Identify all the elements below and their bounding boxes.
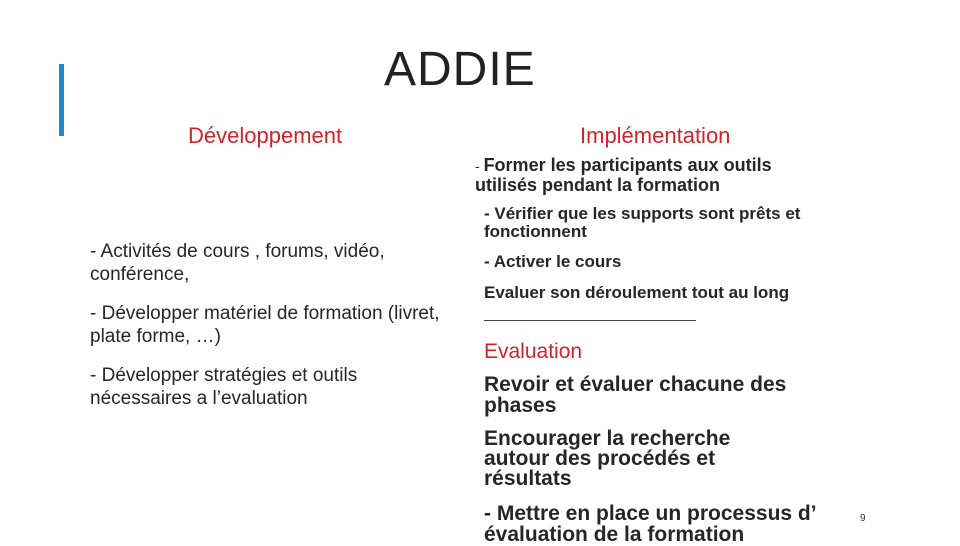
implementation-heading: Implémentation <box>580 123 731 148</box>
implementation-item-train <box>475 156 835 195</box>
implementation-item-verify: - Vérifier que les supports sont prêts et fonctionnent <box>484 204 801 241</box>
evaluation-item-review: Revoir et évaluer chacune des phases <box>484 373 787 417</box>
evaluation-heading: Evaluation <box>484 340 583 363</box>
implementation-item-train-text: Former les participants aux outils utilisés pendant la formation <box>475 155 772 195</box>
slide-title: ADDIE <box>384 43 536 96</box>
implementation-item-evaluate-progress: Evaluer son déroulement tout au long <box>484 283 790 302</box>
page-number: 9 <box>860 513 866 524</box>
development-item-material: - Développer matériel de formation (livret, plate forme, …) <box>90 303 440 347</box>
development-item-activities: - Activités de cours , forums, vidéo, conférence, <box>90 241 385 285</box>
evaluation-item-research: Encourager la recherche autour des procédés et résultats <box>484 427 731 490</box>
implementation-item-train-dash: - <box>475 158 484 174</box>
implementation-item-activate: - Activer le cours <box>484 252 622 271</box>
evaluation-item-process: - Mettre en place un processus d’ évaluation de la formation <box>484 502 816 546</box>
title-accent-bar <box>59 64 64 136</box>
development-heading: Développement <box>188 123 343 148</box>
section-divider <box>484 320 696 321</box>
development-item-strategies: - Développer stratégies et outils nécessaires a l’evaluation <box>90 365 358 409</box>
